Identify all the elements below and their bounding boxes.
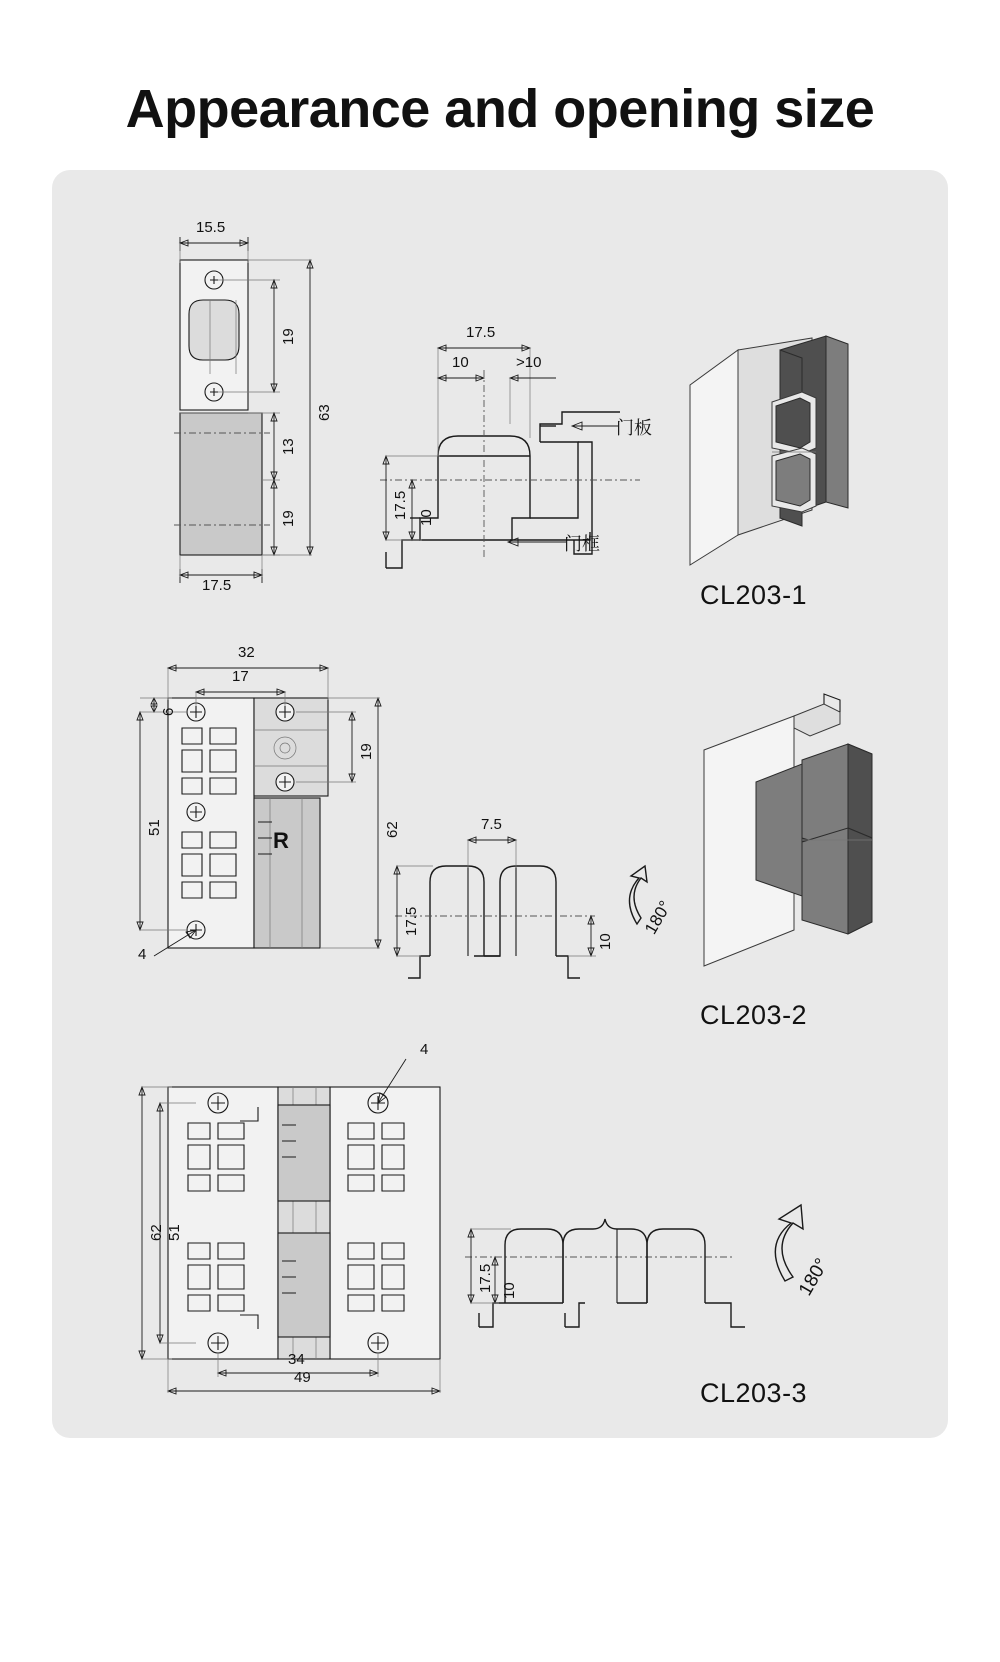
- figure-cl203-3-section-view: [455, 1185, 835, 1365]
- dim-section-gap: >10: [516, 354, 542, 371]
- dim-opening-angle-2: 180°: [641, 897, 676, 938]
- dim-section-height-2: 17.5: [403, 906, 420, 936]
- figure-cl203-2-front-view: [130, 640, 401, 970]
- figure-cl203-1-isometric: [680, 330, 880, 570]
- dim-front-seg-bottom: 19: [280, 510, 297, 527]
- figure-cl203-2-section-view: [385, 816, 685, 1010]
- dim-section-inner: 10: [452, 354, 469, 371]
- dim-section-inner-height-3: 10: [501, 1282, 518, 1299]
- callout-door-panel: 门板: [616, 418, 652, 438]
- model-label-cl203-3: CL203-3: [700, 1378, 808, 1408]
- figure-cl203-1-front-view: [140, 219, 360, 615]
- dim-width-outer-3: 49: [294, 1369, 311, 1386]
- dim-front-seg-mid: 13: [280, 438, 297, 455]
- page-title: Appearance and opening size: [125, 79, 875, 139]
- dim-pivot-spacing: 19: [358, 743, 375, 760]
- dim-section-inner-height: 10: [418, 509, 435, 526]
- dim-leaf-height: 51: [146, 819, 163, 836]
- figure-cl203-2-isometric: [690, 690, 910, 990]
- dim-front-width-bottom: 17.5: [202, 577, 232, 594]
- dim-total-height: 62: [384, 821, 401, 838]
- mark-hand-r: R: [273, 828, 289, 853]
- dim-front-width-top: 15.5: [196, 219, 226, 236]
- dim-section-inner-height-2: 10: [597, 933, 614, 950]
- dim-hole-dia-3: 4: [420, 1041, 429, 1058]
- dim-leaf-height-3: 51: [166, 1224, 183, 1241]
- callout-door-frame: 门框: [564, 534, 600, 554]
- model-label-cl203-2: CL203-2: [700, 1000, 808, 1030]
- dim-section-height-3: 17.5: [477, 1263, 494, 1293]
- figure-cl203-1-section-view: [360, 324, 660, 610]
- dim-top-width-outer: 32: [238, 644, 255, 661]
- model-label-cl203-1: CL203-1: [700, 580, 808, 610]
- dim-section-width: 17.5: [466, 324, 496, 341]
- dim-edge-margin: 6: [160, 707, 177, 716]
- dim-section-width-2: 7.5: [481, 816, 502, 833]
- dim-total-height-3: 62: [148, 1224, 165, 1241]
- dim-width-inner-3: 34: [288, 1351, 305, 1368]
- dim-front-height-total: 63: [316, 404, 333, 421]
- dim-hole-dia: 4: [138, 946, 147, 963]
- dim-top-width-inner: 17: [232, 668, 249, 685]
- figure-cl203-3-front-view: [130, 1041, 460, 1395]
- dim-section-height: 17.5: [392, 490, 409, 520]
- dim-front-seg-top: 19: [280, 328, 297, 345]
- dim-opening-angle-3: 180°: [795, 1254, 833, 1300]
